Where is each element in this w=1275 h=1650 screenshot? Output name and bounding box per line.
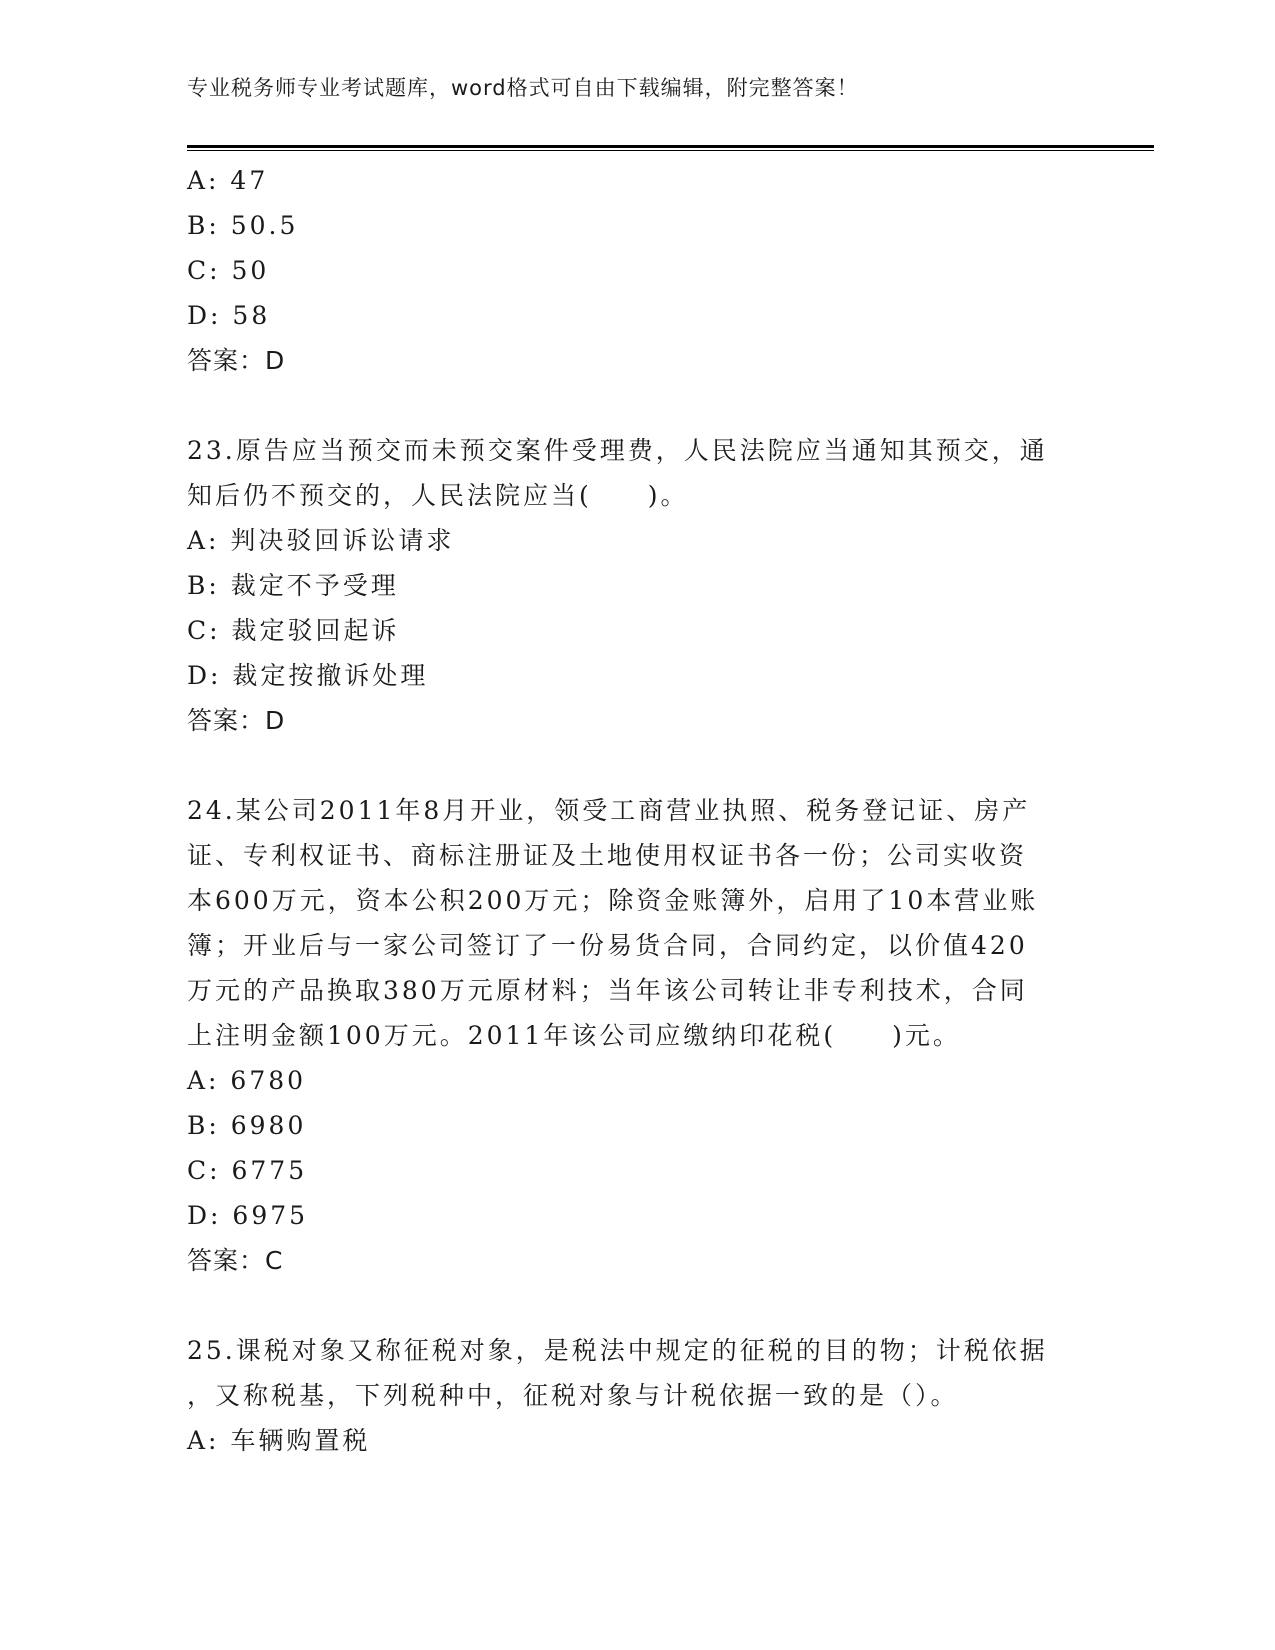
question-stem-line: 24.某公司2011年8月开业，领受工商营业执照、税务登记证、房产 <box>187 796 1031 825</box>
header-rule-thin <box>187 150 1154 151</box>
option-c: C: 6775 <box>187 1156 308 1185</box>
option-b: B: 6980 <box>187 1111 307 1140</box>
spacer <box>187 383 1087 428</box>
question-25 <box>187 1328 1087 1463</box>
question-stem-line: ，又称税基，下列税种中，征税对象与计税依据一致的是（）。 <box>187 1381 959 1410</box>
option-a: A: 47 <box>187 166 269 195</box>
answer: 答案：D <box>187 706 286 735</box>
option-d: D: 裁定按撤诉处理 <box>187 661 429 690</box>
question-stem-line: 簿；开业后与一家公司签订了一份易货合同，合同约定，以价值420 <box>187 931 1028 960</box>
answer: 答案：D <box>187 346 286 375</box>
question-23 <box>187 428 1087 743</box>
question-stem-line: 知后仍不预交的，人民法院应当( )。 <box>187 481 689 510</box>
option-c: C: 裁定驳回起诉 <box>187 616 400 645</box>
option-a: A: 车辆购置税 <box>187 1426 371 1455</box>
question-22 <box>187 158 1087 383</box>
question-stem-line: 本600万元，资本公积200万元；除资金账簿外，启用了10本营业账 <box>187 886 1039 915</box>
option-d: D: 58 <box>187 301 271 330</box>
answer: 答案：C <box>187 1246 284 1275</box>
page-header: 专业税务师专业考试题库，word格式可自由下载编辑，附完整答案！ <box>187 76 859 100</box>
question-stem-line: 上注明金额100万元。2011年该公司应缴纳印花税( )元。 <box>187 1021 961 1050</box>
question-stem-line: 万元的产品换取380万元原材料；当年该公司转让非专利技术，合同 <box>187 976 1028 1005</box>
option-b: B: 裁定不予受理 <box>187 571 399 600</box>
question-stem-line: 23.原告应当预交而未预交案件受理费，人民法院应当通知其预交，通 <box>187 436 1048 465</box>
option-c: C: 50 <box>187 256 270 285</box>
document-body <box>187 158 1087 1463</box>
question-stem-line: 25.课税对象又称征税对象，是税法中规定的征税的目的物；计税依据 <box>187 1336 1048 1365</box>
option-a: A: 6780 <box>187 1066 307 1095</box>
option-b: B: 50.5 <box>187 211 299 240</box>
question-24 <box>187 788 1087 1283</box>
option-d: D: 6975 <box>187 1201 309 1230</box>
header-rule-thick <box>187 145 1154 148</box>
spacer <box>187 1283 1087 1328</box>
option-a: A: 判决驳回诉讼请求 <box>187 526 455 555</box>
spacer <box>187 743 1087 788</box>
question-stem-line: 证、专利权证书、商标注册证及土地使用权证书各一份；公司实收资 <box>187 841 1028 870</box>
